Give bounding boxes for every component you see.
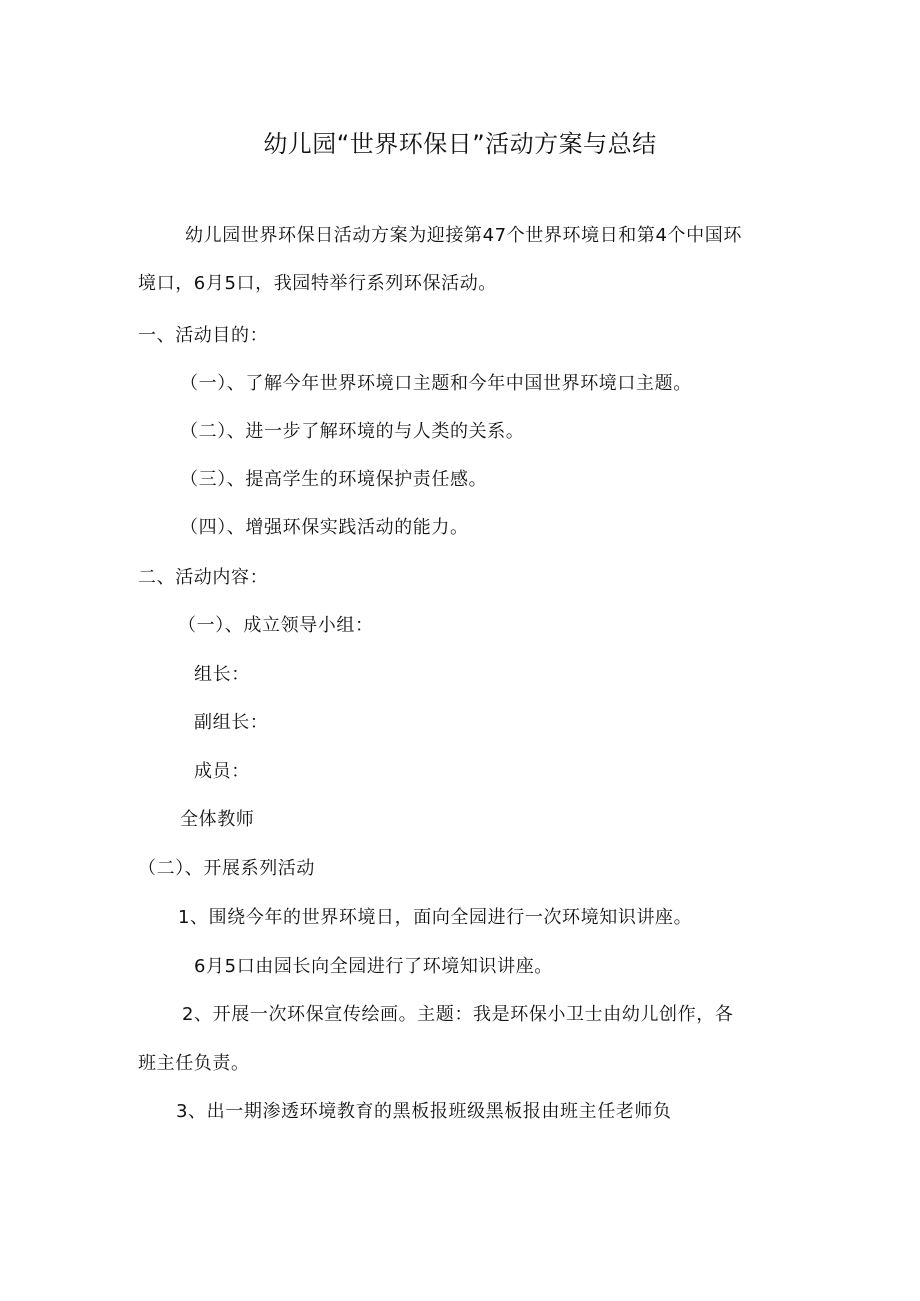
goal-item-1: （一）、了解今年世界环境口主题和今年中国世界环境口主题。 xyxy=(180,373,692,394)
activity-item-1: 1、围绕今年的世界环境日，面向全园进行一次环境知识讲座。 xyxy=(178,907,693,928)
group-leader: 组长： xyxy=(194,664,250,685)
content-heading: 二、活动内容： xyxy=(138,567,269,588)
goal-item-3: （三）、提高学生的环境保护责任感。 xyxy=(180,469,488,490)
goals-heading: 一、活动目的： xyxy=(138,325,269,346)
group-heading: （一）、成立领导小组： xyxy=(178,615,374,636)
activity-item-1-note: 6月5口由园长向全园进行了环境知识讲座。 xyxy=(194,956,553,977)
activity-item-2-line-2: 班主任负责。 xyxy=(138,1053,250,1074)
intro-line-1: 幼儿园世界环保日活动方案为迎接第47个世界环境日和第4个中国环 xyxy=(185,225,742,246)
goal-item-4: （四）、增强环保实践活动的能力。 xyxy=(180,517,469,538)
activity-item-2-line-1: 2、开展一次环保宣传绘画。主题：我是环保小卫士由幼儿创作，各 xyxy=(182,1004,734,1025)
goal-item-2: （二）、进一步了解环境的与人类的关系。 xyxy=(180,421,525,442)
group-members: 成员： xyxy=(194,761,250,782)
activity-item-3: 3、出一期渗透环境教育的黑板报班级黑板报由班主任老师负 xyxy=(176,1101,672,1122)
group-all-teachers: 全体教师 xyxy=(180,809,255,830)
group-deputy: 副组长： xyxy=(194,712,269,733)
activities-heading: （二）、开展系列活动 xyxy=(138,858,315,879)
intro-line-2: 境口，6月5口，我园特举行系列环保活动。 xyxy=(138,273,497,294)
document-title: 幼儿园“世界环保日”活动方案与总结 xyxy=(263,130,657,158)
